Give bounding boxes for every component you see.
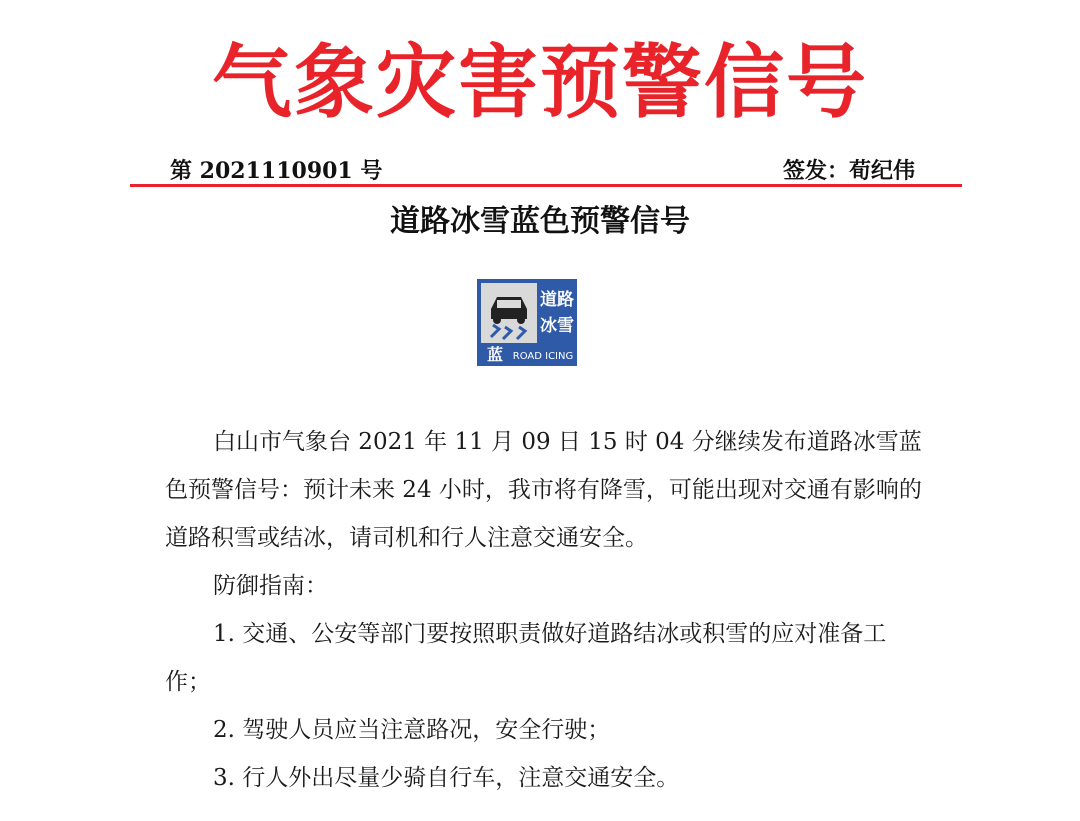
guide-item: 1. 交通、公安等部门要按照职责做好道路结冰或积雪的应对准备工作； bbox=[165, 621, 887, 695]
header-title: 气象灾害预警信号 bbox=[212, 36, 868, 129]
signer: 签发：荀纪伟 bbox=[782, 158, 915, 184]
header-divider bbox=[130, 184, 962, 187]
issue-number: 第 2021110901 号 bbox=[170, 158, 383, 184]
meta-row bbox=[170, 155, 915, 187]
icon-english-label: ROAD ICING bbox=[512, 351, 574, 362]
icon-label-line2: 冰雪 bbox=[540, 316, 574, 336]
guide-title: 防御指南： bbox=[213, 573, 328, 599]
icon-label-line1: 道路 bbox=[540, 290, 574, 310]
road-icing-icon bbox=[477, 279, 577, 366]
guide-item: 3. 行人外出尽量少骑自行车，注意交通安全。 bbox=[213, 765, 680, 791]
guide-item: 2. 驾驶人员应当注意路况，安全行驶； bbox=[213, 717, 611, 743]
document-title: 道路冰雪蓝色预警信号 bbox=[390, 204, 690, 239]
warning-paragraph: 白山市气象台 2021 年 11 月 09 日 15 时 04 分继续发布道路冰雪蓝色预警信号：预计未来 24 小时，我市将有降雪，可能出现对交通有影响的道路积雪或结冰，请司机和行人注意交通安全。 bbox=[165, 429, 922, 551]
icon-color-label: 蓝 bbox=[486, 345, 504, 364]
